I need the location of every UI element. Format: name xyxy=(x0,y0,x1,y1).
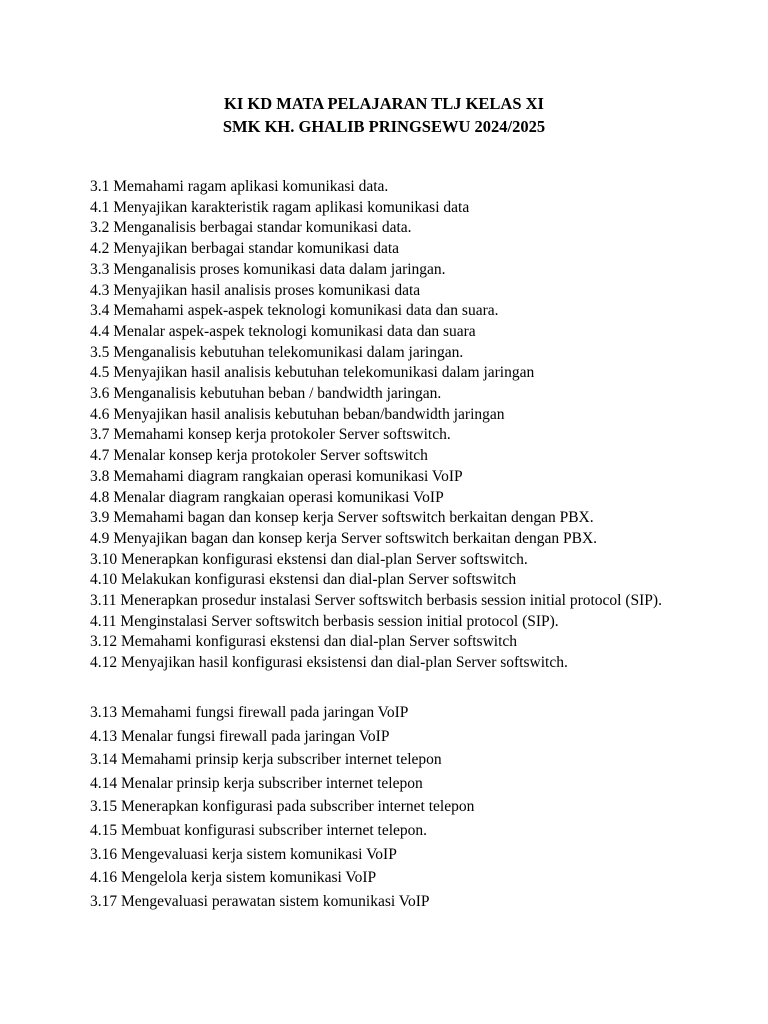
list-item: 4.5 Menyajikan hasil analisis kebutuhan telekomunikasi dalam jaringan xyxy=(90,364,535,382)
list-item: 3.16 Mengevaluasi kerja sistem komunikasi VoIP xyxy=(90,845,397,863)
title-line-1: KI KD MATA PELAJARAN TLJ KELAS XI xyxy=(224,94,544,113)
list-item: 3.3 Menganalisis proses komunikasi data dalam jaringan. xyxy=(90,260,446,278)
competency-list-a xyxy=(90,177,680,674)
list-item: 4.1 Menyajikan karakteristik ragam aplikasi komunikasi data xyxy=(90,198,470,216)
list-item: 4.7 Menalar konsep kerja protokoler Server softswitch xyxy=(90,447,428,465)
list-item: 3.4 Memahami aspek-aspek teknologi komunikasi data dan suara. xyxy=(90,302,499,320)
list-item: 4.13 Menalar fungsi firewall pada jaringan VoIP xyxy=(90,727,390,745)
list-item: 4.16 Mengelola kerja sistem komunikasi VoIP xyxy=(90,869,377,887)
list-item: 4.3 Menyajikan hasil analisis proses komunikasi data xyxy=(90,281,421,299)
list-item: 4.4 Menalar aspek-aspek teknologi komunikasi data dan suara xyxy=(90,322,476,340)
title-line-2: SMK KH. GHALIB PRINGSEWU 2024/2025 xyxy=(222,117,546,136)
list-item: 3.17 Mengevaluasi perawatan sistem komunikasi VoIP xyxy=(90,892,430,910)
list-item: 4.9 Menyajikan bagan dan konsep kerja Server softswitch berkaitan dengan PBX. xyxy=(90,529,598,547)
list-item: 4.2 Menyajikan berbagai standar komunikasi data xyxy=(90,240,400,258)
list-item: 3.13 Memahami fungsi firewall pada jaringan VoIP xyxy=(90,704,409,721)
list-item: 4.11 Menginstalasi Server softswitch berbasis session initial protocol (SIP). xyxy=(90,612,559,630)
list-item: 4.14 Menalar prinsip kerja subscriber internet telepon xyxy=(90,774,423,792)
list-item: 3.10 Menerapkan konfigurasi ekstensi dan dial-plan Server softswitch. xyxy=(90,550,528,568)
list-item: 3.14 Memahami prinsip kerja subscriber internet telepon xyxy=(90,751,442,769)
list-item: 3.6 Menganalisis kebutuhan beban / bandwidth jaringan. xyxy=(90,385,442,403)
list-item: 3.8 Memahami diagram rangkaian operasi komunikasi VoIP xyxy=(90,467,463,485)
list-item: 3.12 Memahami konfigurasi ekstensi dan dial-plan Server softswitch xyxy=(90,633,518,651)
list-item: 4.6 Menyajikan hasil analisis kebutuhan beban/bandwidth jaringan xyxy=(90,405,505,423)
list-item: 4.10 Melakukan konfigurasi ekstensi dan dial-plan Server softswitch xyxy=(90,571,517,589)
list-item: 3.11 Menerapkan prosedur instalasi Server softswitch berbasis session initial protocol (SIP). xyxy=(90,592,662,610)
list-item: 3.2 Menganalisis berbagai standar komunikasi data. xyxy=(90,219,412,237)
document-title xyxy=(0,92,768,138)
list-item: 4.8 Menalar diagram rangkaian operasi komunikasi VoIP xyxy=(90,488,444,506)
list-item: 3.15 Menerapkan konfigurasi pada subscriber internet telepon xyxy=(90,798,475,816)
list-item: 3.5 Menganalisis kebutuhan telekomunikasi dalam jaringan. xyxy=(90,343,464,361)
list-item: 4.15 Membuat konfigurasi subscriber internet telepon. xyxy=(90,821,428,839)
list-item: 3.1 Memahami ragam aplikasi komunikasi data. xyxy=(90,178,389,195)
list-item: 3.9 Memahami bagan dan konsep kerja Server softswitch berkaitan dengan PBX. xyxy=(90,509,594,527)
list-item: 3.7 Memahami konsep kerja protokoler Server softswitch. xyxy=(90,426,451,444)
list-item: 4.12 Menyajikan hasil konfigurasi eksistensi dan dial-plan Server softswitch. xyxy=(90,654,568,672)
competency-list-b xyxy=(90,701,680,913)
